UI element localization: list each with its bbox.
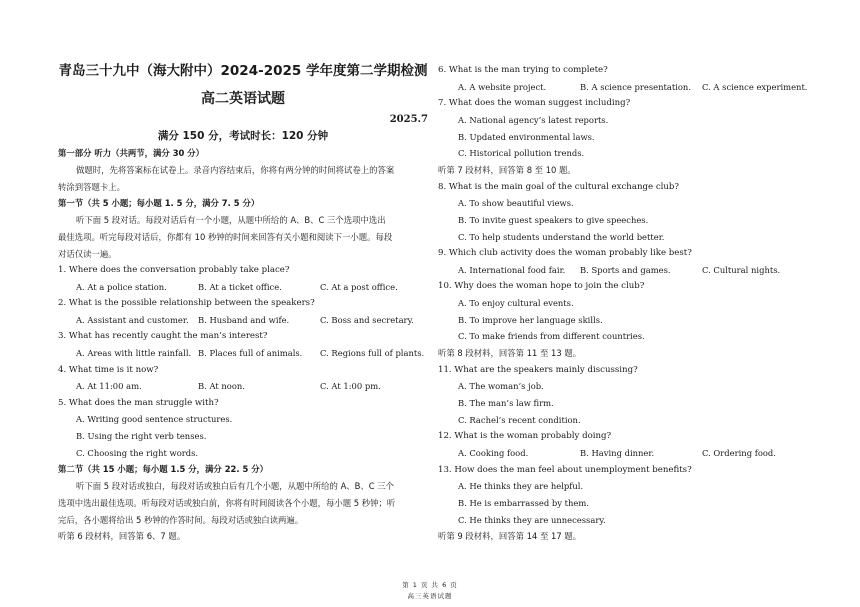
answer-option: B. To invite guest speakers to give speeches.	[458, 214, 649, 225]
section1-intro-line: 最佳选项。听完每段对话后，你都有 10 秒钟的时间来回答有关小题和阅读下一小题。每段	[58, 232, 393, 242]
answer-option: A. Writing good sentence structures.	[76, 414, 233, 425]
answer-option: A. At a police station.	[76, 281, 167, 292]
answer-option: A. Assistant and customer.	[76, 314, 189, 325]
material-label: 听第 7 段材料，回答第 8 至 10 题。	[438, 164, 576, 175]
question-text: 7. What does the woman suggest including?	[438, 98, 631, 109]
answer-option: A. A website project.	[458, 81, 547, 92]
question-text: 13. How does the man feel about unemployment benefits?	[438, 464, 692, 475]
answer-option: B. At noon.	[198, 381, 245, 392]
answer-option: B. A science presentation.	[580, 81, 691, 92]
answer-option: A. The woman’s job.	[458, 381, 544, 392]
section1-intro-line: 听下面 5 段对话。每段对话后有一个小题，从题中所给的 A、B、C 三个选项中选出	[76, 215, 386, 225]
answer-option: B. To improve her language skills.	[458, 314, 603, 325]
answer-option: A. Areas with little rainfall.	[76, 348, 192, 358]
answer-option: B. He is embarrassed by them.	[458, 497, 589, 508]
answer-option: A. To enjoy cultural events.	[458, 298, 574, 309]
footer-subject: 高三英语试题	[407, 592, 453, 600]
exam-date: 2025.7	[389, 114, 428, 125]
question-text: 3. What has recently caught the man’s interest?	[58, 331, 268, 342]
answer-option: C. Historical pollution trends.	[458, 148, 585, 159]
answer-option: A. International food fair.	[458, 264, 566, 275]
question-text: 4. What time is it now?	[58, 364, 159, 375]
score-line: 满分 150 分，考试时长：120 分钟	[157, 130, 329, 142]
answer-option: C. Choosing the right words.	[76, 447, 199, 458]
part1-intro-line: 做题时，先将答案标在试卷上。录音内容结束后，你将有两分钟的时间将试卷上的答案	[76, 165, 395, 175]
material-label: 听第 9 段材料，回答第 14 至 17 题。	[438, 531, 582, 542]
section2-intro-line: 完后，各小题将给出 5 秒钟的作答时间。每段对话或独白读两遍。	[58, 515, 304, 525]
answer-option: C. To help students understand the world better.	[458, 231, 665, 242]
question-text: 2. What is the possible relationship between the speakers?	[58, 298, 315, 309]
question-text: 9. Which club activity does the woman probably like best?	[438, 248, 692, 259]
answer-option: C. At a post office.	[320, 281, 398, 292]
section2-intro-line: 听下面 5 段对话或独白，每段对话或独白后有几个小题，从题中所给的 A、B、C 三个	[76, 481, 395, 491]
exam-subtitle: 高二英语试题	[201, 91, 285, 107]
page-number: 第 1 页 共 6 页	[402, 581, 458, 589]
answer-option: B. Sports and games.	[580, 264, 671, 275]
section1-title: 第一节（共 5 小题；每小题 1. 5 分，满分 7. 5 分）	[58, 198, 260, 208]
question-text: 6. What is the man trying to complete?	[438, 65, 608, 75]
answer-option: B. The man’s law firm.	[458, 398, 554, 408]
section2-intro-line: 选项中选出最佳选项。听每段对话或独白前，你将有时间阅读各个小题，每小题 5 秒钟；听	[58, 498, 396, 508]
part1-title: 第一部分 听力（共两节，满分 30 分）	[58, 148, 205, 158]
material-label: 听第 6 段材料，回答第 6、7 题。	[58, 531, 186, 541]
answer-option: B. Updated environmental laws.	[458, 131, 595, 142]
answer-option: C. He thinks they are unnecessary.	[458, 514, 606, 525]
answer-option: C. Boss and secretary.	[320, 314, 414, 325]
answer-option: B. At a ticket office.	[198, 281, 282, 292]
answer-option: B. Having dinner.	[580, 447, 655, 458]
answer-option: C. Regions full of plants.	[320, 348, 425, 358]
question-text: 5. What does the man struggle with?	[58, 397, 219, 408]
answer-option: C. A science experiment.	[702, 81, 808, 92]
question-text: 10. Why does the woman hope to join the club?	[438, 281, 645, 292]
answer-option: C. At 1:00 pm.	[320, 381, 381, 392]
answer-option: A. Cooking food.	[458, 447, 529, 458]
question-text: 11. What are the speakers mainly discussing?	[438, 364, 638, 375]
answer-option: B. Using the right verb tenses.	[76, 431, 207, 441]
section2-title: 第二节（共 15 小题；每小题 1.5 分，满分 22. 5 分）	[58, 464, 268, 474]
answer-option: A. He thinks they are helpful.	[458, 481, 584, 492]
answer-option: B. Husband and wife.	[198, 314, 290, 325]
question-text: 8. What is the main goal of the cultural exchange club?	[438, 181, 680, 192]
part1-intro-line: 转涂到答题卡上。	[58, 182, 125, 192]
answer-option: A. To show beautiful views.	[458, 198, 574, 209]
question-text: 12. What is the woman probably doing?	[438, 431, 612, 442]
exam-title: 青岛三十九中（海大附中）2024-2025 学年度第二学期检测	[58, 63, 428, 79]
answer-option: A. At 11:00 am.	[76, 381, 142, 392]
answer-option: C. Rachel’s recent condition.	[458, 414, 581, 425]
answer-option: C. Cultural nights.	[702, 264, 781, 275]
question-text: 1. Where does the conversation probably take place?	[58, 265, 290, 275]
answer-option: C. Ordering food.	[702, 447, 776, 458]
material-label: 听第 8 段材料，回答第 11 至 13 题。	[438, 348, 582, 359]
answer-option: A. National agency’s latest reports.	[458, 114, 609, 125]
section1-intro-line: 对话仅读一遍。	[58, 249, 117, 259]
answer-option: C. To make friends from different countries.	[458, 331, 645, 342]
answer-option: B. Places full of animals.	[198, 348, 303, 358]
